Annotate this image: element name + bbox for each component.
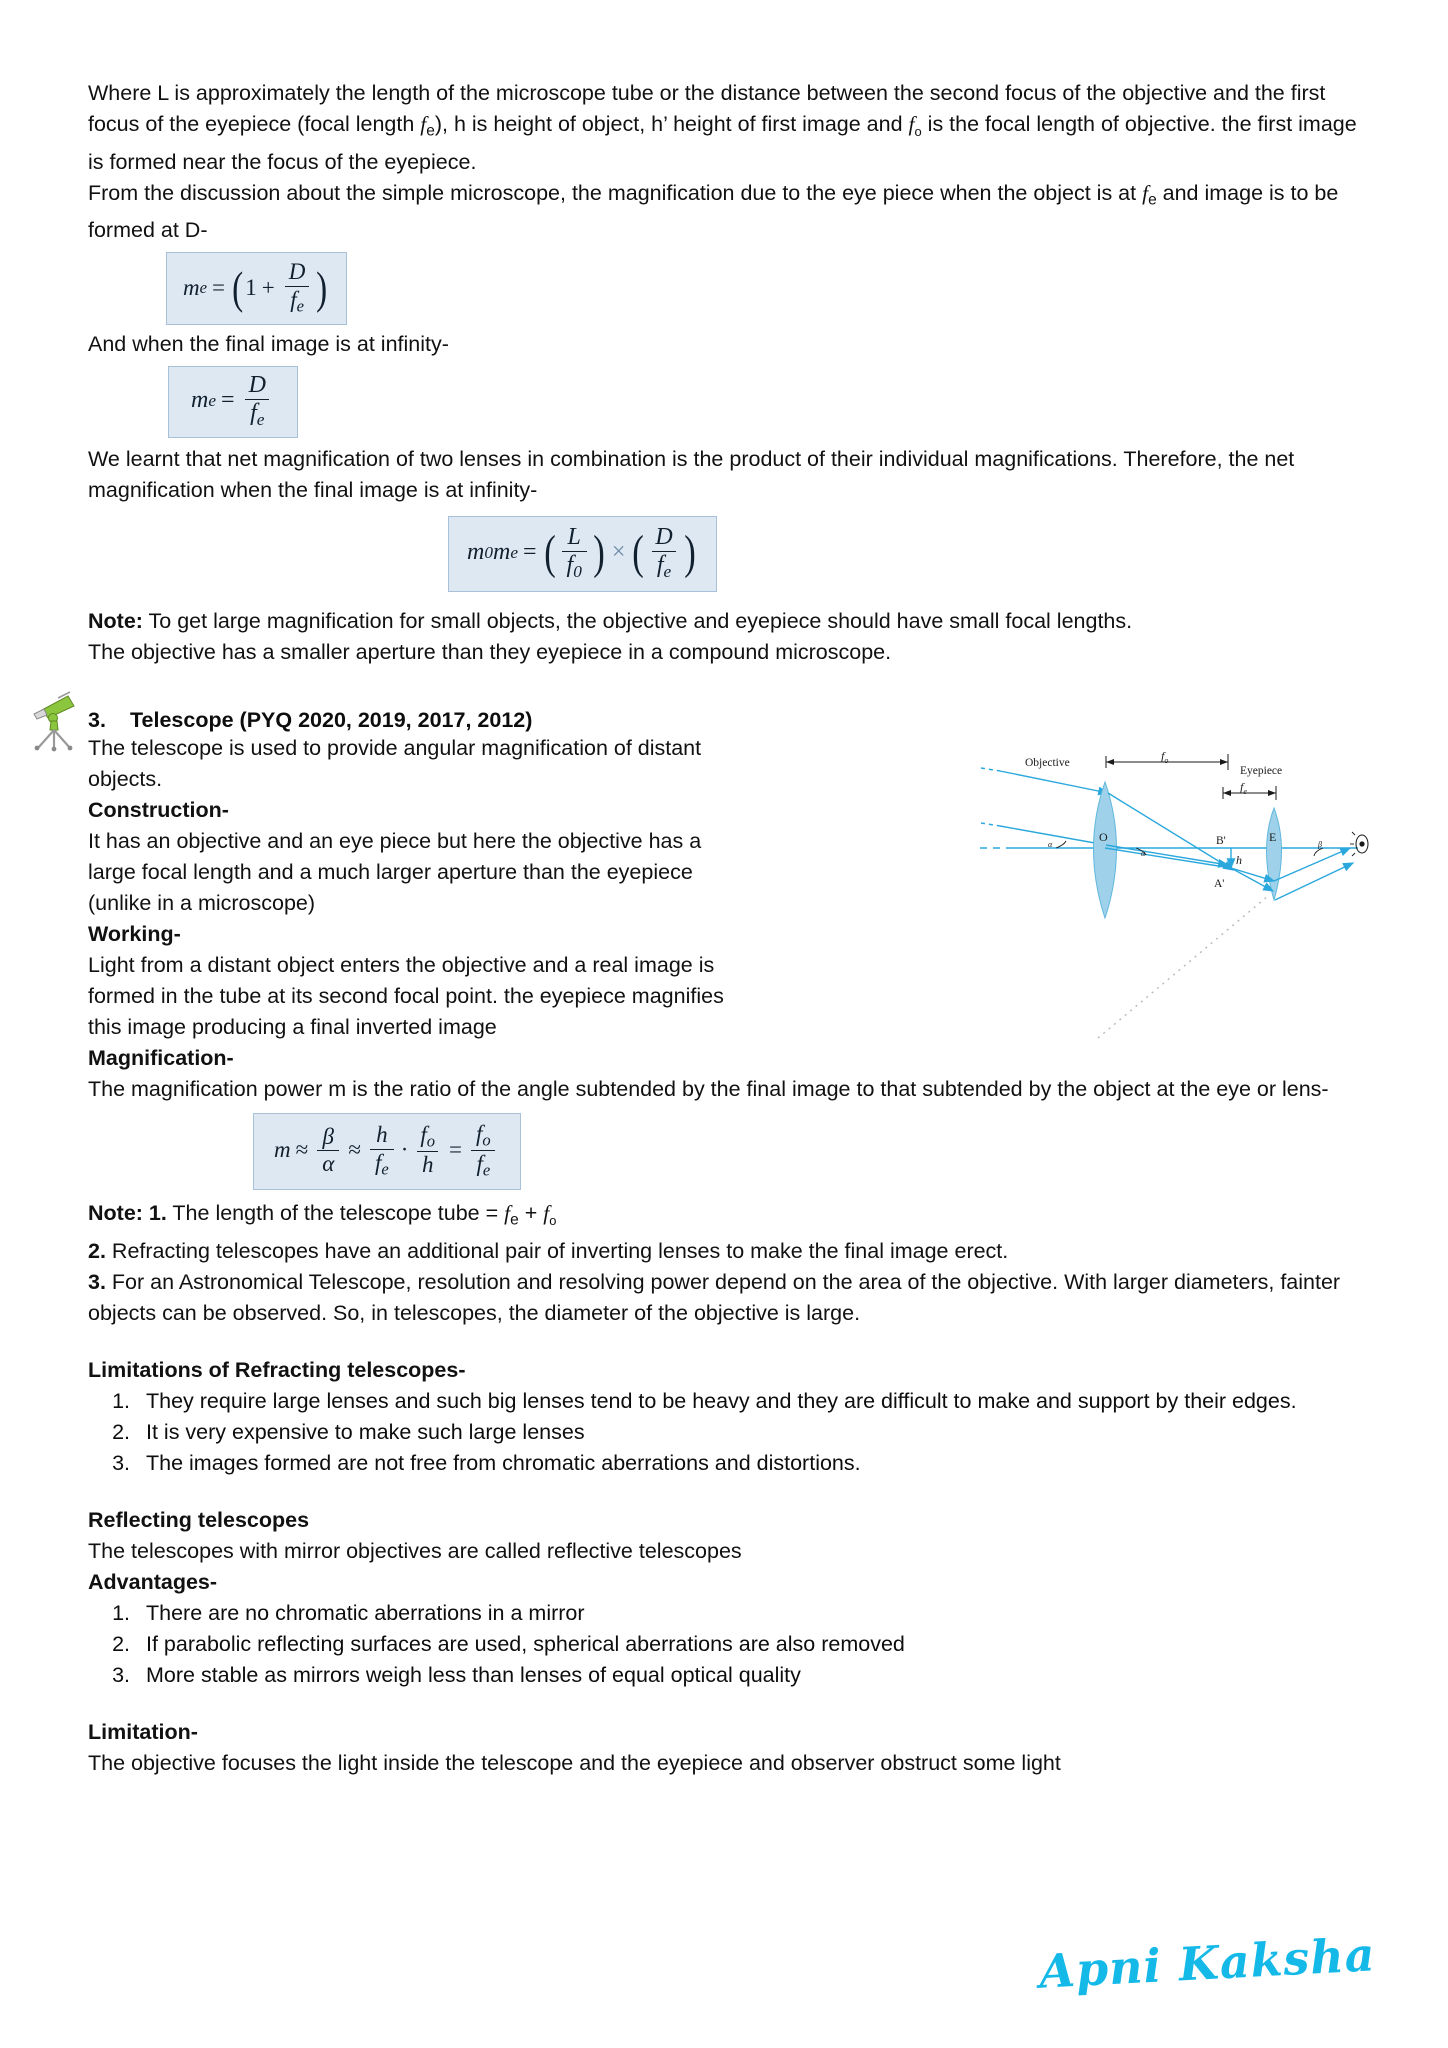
f4-fo-over-fe <box>471 1122 496 1179</box>
f4-fo2-sub: o <box>482 1130 491 1150</box>
formula-1-wrapper <box>88 252 1360 324</box>
intro-paragraph-2 <box>88 178 1360 246</box>
formula-2-wrapper <box>88 366 1360 438</box>
working-label: Working- <box>88 921 181 946</box>
construction-line <box>1098 896 1268 1038</box>
f4-fo-sub: o <box>426 1132 436 1152</box>
f4-equals: = <box>449 1137 463 1163</box>
f1-one: 1 <box>245 274 257 300</box>
diagram-label-fe: $f_e$ <box>1240 780 1247 796</box>
diagram-label-h: h <box>1236 853 1242 867</box>
reflecting-heading: Reflecting telescopes <box>88 1508 310 1533</box>
f3-den2-f: f <box>656 551 664 578</box>
f3-equals: = <box>523 539 537 566</box>
f1-den-sub: e <box>296 296 304 316</box>
f4-approx-1: ≈ <box>295 1137 309 1163</box>
f2-den-f: f <box>250 399 257 426</box>
f2-denominator <box>245 399 269 429</box>
f4-fo-over-h <box>415 1123 440 1177</box>
f3-fraction-1 <box>562 525 587 581</box>
fo-subscript: o <box>914 124 922 140</box>
net-magnification-paragraph: We learnt that net magnification of two lenses in combination is the product of their individual magnifications. Therefore, the net magnification when the final image is at infinity- <box>88 446 1295 502</box>
f4-fo-f: f <box>420 1122 427 1148</box>
note3-text: For an Astronomical Telescope, resolution and resolving power depend on the area of the objective. With larger diameters, fainter objects can be observed. So, in telescopes, the diameter of the objective is large. <box>88 1270 1341 1326</box>
f4-beta: β <box>322 1123 335 1149</box>
f2-den-sub: e <box>256 409 265 429</box>
f2-numerator: D <box>248 371 266 398</box>
list-item: 2. If parabolic reflecting surfaces are used, spherical aberrations are also removed <box>136 1629 1360 1660</box>
f3-paren-close-2: ) <box>683 525 696 579</box>
list-item: 1. There are no chromatic aberrations in a mirror <box>136 1598 1360 1629</box>
diagram-label-E: E <box>1269 830 1277 844</box>
telescope-heading-row <box>88 708 1360 733</box>
f3-paren-open-2: ( <box>632 525 645 579</box>
intro-text-c: is the focal length of objective. the first image is formed near the focus of the eyepiece. <box>88 112 1357 175</box>
note-microscope <box>88 606 1360 668</box>
f4-fo2-f: f <box>476 1120 483 1146</box>
telescope-note-1 <box>88 1198 1360 1236</box>
formula-box-telescope-magnification <box>253 1113 521 1190</box>
telescope-index: 3. <box>88 707 106 732</box>
f4-approx-2: ≈ <box>348 1137 361 1163</box>
magnification-text: The magnification power m is the ratio of the angle subtended by the final image to that subtended by the object at the eye or lens- <box>88 1076 1329 1101</box>
f3-times: × <box>611 539 626 566</box>
intro2-text-b: and image is to be formed at D- <box>88 181 1339 243</box>
magnification-label: Magnification- <box>88 1045 234 1070</box>
note1-fo: f <box>543 1200 550 1225</box>
f4-m: m <box>274 1137 291 1163</box>
f4-dot: · <box>400 1137 409 1163</box>
diagram-label-eyepiece: Eyepiece <box>1240 765 1283 777</box>
f3-fraction-2 <box>650 525 677 581</box>
note-text-2: The objective has a smaller aperture than they eyepiece in a compound microscope. <box>88 639 892 664</box>
fe-symbol: f <box>420 112 427 136</box>
f1-den-f: f <box>290 286 297 312</box>
intro2-text-a: From the discussion about the simple microscope, the magnification due to the eye piece when the object is at <box>88 181 1143 206</box>
f4-fe-f: f <box>374 1149 382 1175</box>
f4-fe <box>370 1149 394 1178</box>
f3-num-2: D <box>655 523 673 550</box>
eye-icon <box>1350 832 1368 856</box>
reflecting-text: The telescopes with mirror objectives are called reflective telescopes <box>88 1539 742 1564</box>
telescope-icon <box>28 690 80 752</box>
fo-symbol: f <box>908 112 915 136</box>
telescope-note-2 <box>88 1236 1360 1267</box>
note3-label: 3. <box>88 1270 106 1295</box>
f3-num-1: L <box>567 523 581 550</box>
diagram-label-beta: β <box>1318 840 1322 849</box>
advantages-heading: Advantages- <box>88 1570 218 1595</box>
f3-den1-sub: 0 <box>573 561 582 581</box>
apni-kaksha-logo: Apni Kaksha <box>1038 1927 1378 1999</box>
f4-beta-over-alpha <box>317 1125 339 1176</box>
spacer-1 <box>88 1329 1360 1355</box>
f3-den2-sub: e <box>663 561 672 581</box>
fe-subscript: e <box>426 122 435 140</box>
diagram-label-B-prime: B' <box>1216 835 1226 847</box>
diagram-label-O: O <box>1099 830 1108 844</box>
telescope-heading: Telescope (PYQ 2020, 2019, 2017, 2012) <box>130 707 533 732</box>
note1-plus: + <box>518 1200 544 1225</box>
note2-label: 2. <box>88 1239 106 1264</box>
construction-label: Construction- <box>88 797 229 822</box>
f3-me: m <box>492 539 511 566</box>
limitation-heading: Limitation- <box>88 1720 198 1745</box>
objective-lens <box>1094 782 1117 918</box>
f3-den-1 <box>562 551 587 581</box>
spacer-3 <box>88 1691 1360 1717</box>
intro-paragraph-1 <box>88 78 1360 178</box>
note1-fe-sub: e <box>510 1211 519 1229</box>
formula-4-wrapper <box>88 1113 1360 1190</box>
f2-fraction <box>244 373 271 429</box>
fe-subscript-2: e <box>1148 191 1157 209</box>
f2-lhs-sub: e <box>208 390 217 410</box>
f1-paren-open: ( <box>232 262 244 313</box>
diagram-label-alpha-1: α <box>1048 840 1053 849</box>
f3-den1-f: f <box>566 551 574 578</box>
note1-fe: f <box>504 1200 511 1225</box>
f1-fraction <box>284 260 311 314</box>
f3-m0-sub: 0 <box>484 542 493 562</box>
list-item: 1. They require large lenses and such big lenses tend to be heavy and they are difficult to make and support by their edges. <box>136 1386 1360 1417</box>
formula-box-me-equals-D-over-fe <box>168 366 298 438</box>
formula-box-net-magnification <box>448 516 717 592</box>
diagram-label-objective: Objective <box>1025 757 1070 769</box>
note1-fo-sub: o <box>549 1213 557 1229</box>
note1-label: Note: 1. <box>88 1200 167 1225</box>
list-item: 2. It is very expensive to make such large lenses <box>136 1417 1360 1448</box>
f3-me-sub: e <box>510 542 518 562</box>
intro-text-b: ), h is height of object, h’ height of first image and <box>434 112 909 136</box>
formula-box-me-with-D <box>166 252 347 324</box>
list-item: 3. More stable as mirrors weigh less than lenses of equal optical quality <box>136 1660 1360 1691</box>
spacer-2 <box>88 1479 1360 1505</box>
f4-h-over-fe <box>370 1123 394 1177</box>
f4-h2: h <box>417 1151 439 1177</box>
f1-paren-close: ) <box>316 262 328 313</box>
f4-fe2-sub: e <box>482 1160 491 1180</box>
limitations-refracting-heading: Limitations of Refracting telescopes- <box>88 1358 466 1383</box>
formula-3-wrapper <box>88 516 1360 592</box>
f1-numerator: D <box>288 259 306 285</box>
limitation-text: The objective focuses the light inside the telescope and the eyepiece and observer obstruct some light <box>88 1751 1061 1776</box>
f4-fo2 <box>471 1122 496 1150</box>
note2-text: Refracting telescopes have an additional pair of inverting lenses to make the final image erect. <box>105 1239 1009 1264</box>
f3-paren-open-1: ( <box>543 525 556 579</box>
f3-m0: m <box>467 539 485 566</box>
diagram-label-fo: $f_o$ <box>1161 749 1169 765</box>
f4-fo <box>415 1123 440 1151</box>
infinity-line: And when the final image is at infinity- <box>88 331 449 356</box>
eyepiece-lens <box>1267 808 1282 900</box>
diagram-label-A-prime: A' <box>1214 878 1225 890</box>
telescope-ray-diagram <box>978 748 1378 1048</box>
diagram-label-alpha-2: α <box>1141 849 1146 858</box>
f4-alpha: α <box>317 1150 339 1176</box>
f1-lhs-sub: e <box>199 277 207 297</box>
advantages-list <box>88 1598 1360 1691</box>
note-label: Note: <box>88 608 143 633</box>
f3-den-2 <box>652 551 676 581</box>
intro-text-a: Where L is approximately the length of the microscope tube or the distance between the second focus of the objective and the first focus of the eyepiece (focal length <box>88 81 1326 136</box>
f4-fe-sub: e <box>381 1159 389 1179</box>
list-item: 3. The images formed are not free from chromatic aberrations and distortions. <box>136 1448 1360 1479</box>
f1-equals: = <box>211 274 225 300</box>
f4-fe2-f: f <box>476 1150 483 1176</box>
note-text: To get large magnification for small objects, the objective and eyepiece should have small focal lengths. <box>142 608 1133 633</box>
f2-lhs: m <box>191 387 209 414</box>
f1-denominator <box>285 286 309 315</box>
limitations-refracting-list <box>88 1386 1360 1479</box>
construction-text: It has an objective and an eye piece but here the objective has a large focal length and a much larger aperture than the eyepiece (unlike in a microscope) <box>88 828 702 915</box>
telescope-note-3 <box>88 1267 1360 1329</box>
telescope-intro: The telescope is used to provide angular magnification of distant objects. <box>88 735 702 791</box>
f1-plus: + <box>261 274 275 300</box>
fe-symbol-2: f <box>1142 181 1149 206</box>
f2-equals: = <box>221 387 235 414</box>
f4-h: h <box>376 1122 388 1148</box>
working-text: Light from a distant object enters the objective and a real image is formed in the tube at its second focal point. the eyepiece magnifies this image producing a final inverted image <box>88 952 724 1039</box>
f1-lhs: m <box>183 274 200 300</box>
f3-paren-close-1: ) <box>593 525 605 579</box>
note1-text-a: The length of the telescope tube = <box>166 1200 505 1225</box>
f4-fe2 <box>471 1150 495 1179</box>
